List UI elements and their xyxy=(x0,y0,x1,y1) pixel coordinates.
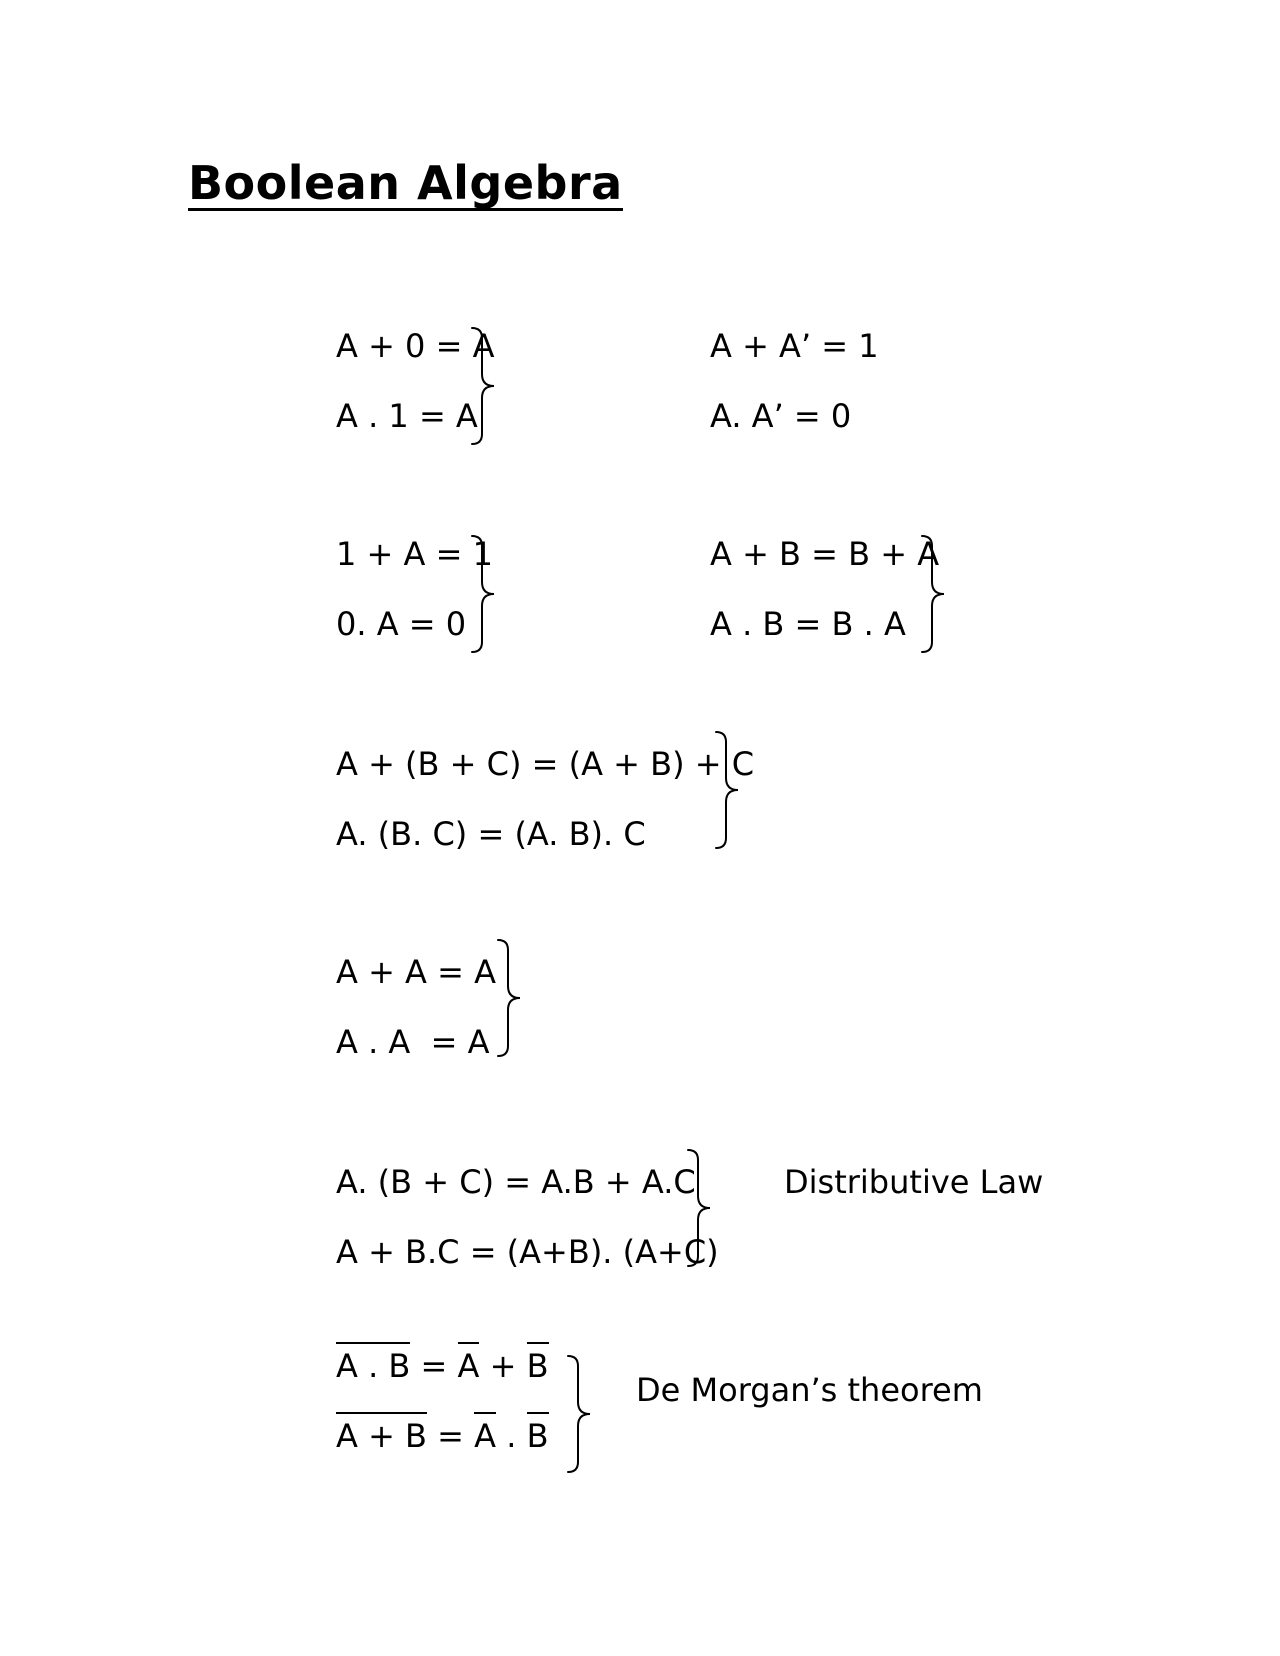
brace-icon xyxy=(684,1146,724,1270)
equation-commutative-or: A + B = B + A xyxy=(710,535,940,573)
overline-a: A xyxy=(458,1342,480,1382)
equation-demorgan-or: A + B = A . B xyxy=(336,1412,549,1452)
page-title: Boolean Algebra xyxy=(188,156,623,210)
equation-associative-and: A. (B. C) = (A. B). C xyxy=(336,815,646,853)
brace-icon xyxy=(494,936,534,1060)
equation-null-and: 0. A = 0 xyxy=(336,605,467,643)
equation-commutative-and: A . B = B . A xyxy=(710,605,906,643)
overline-a: A xyxy=(474,1412,496,1452)
equation-idempotent-and: A . A = A xyxy=(336,1023,490,1061)
equation-complement-and: A. A’ = 0 xyxy=(710,397,852,435)
equation-identity-or: A + 0 = A xyxy=(336,327,495,365)
overline-lhs: A . B xyxy=(336,1342,410,1382)
equation-idempotent-or: A + A = A xyxy=(336,953,496,991)
equation-distributive-and: A. (B + C) = A.B + A.C xyxy=(336,1163,696,1201)
label-demorgan-theorem: De Morgan’s theorem xyxy=(636,1371,983,1409)
label-distributive-law: Distributive Law xyxy=(784,1163,1044,1201)
brace-icon xyxy=(468,532,508,656)
overline-lhs: A + B xyxy=(336,1412,427,1452)
equation-distributive-or: A + B.C = (A+B). (A+C) xyxy=(336,1233,719,1271)
overline-b: B xyxy=(527,1412,549,1452)
equation-demorgan-and: A . B = A + B xyxy=(336,1342,549,1382)
brace-icon xyxy=(564,1352,604,1476)
equation-associative-or: A + (B + C) = (A + B) + C xyxy=(336,745,755,783)
brace-icon xyxy=(918,532,958,656)
equation-identity-and: A . 1 = A xyxy=(336,397,478,435)
brace-icon xyxy=(468,324,508,448)
equation-complement-or: A + A’ = 1 xyxy=(710,327,879,365)
brace-icon xyxy=(712,728,752,852)
equation-null-or: 1 + A = 1 xyxy=(336,535,493,573)
overline-b: B xyxy=(527,1342,549,1382)
